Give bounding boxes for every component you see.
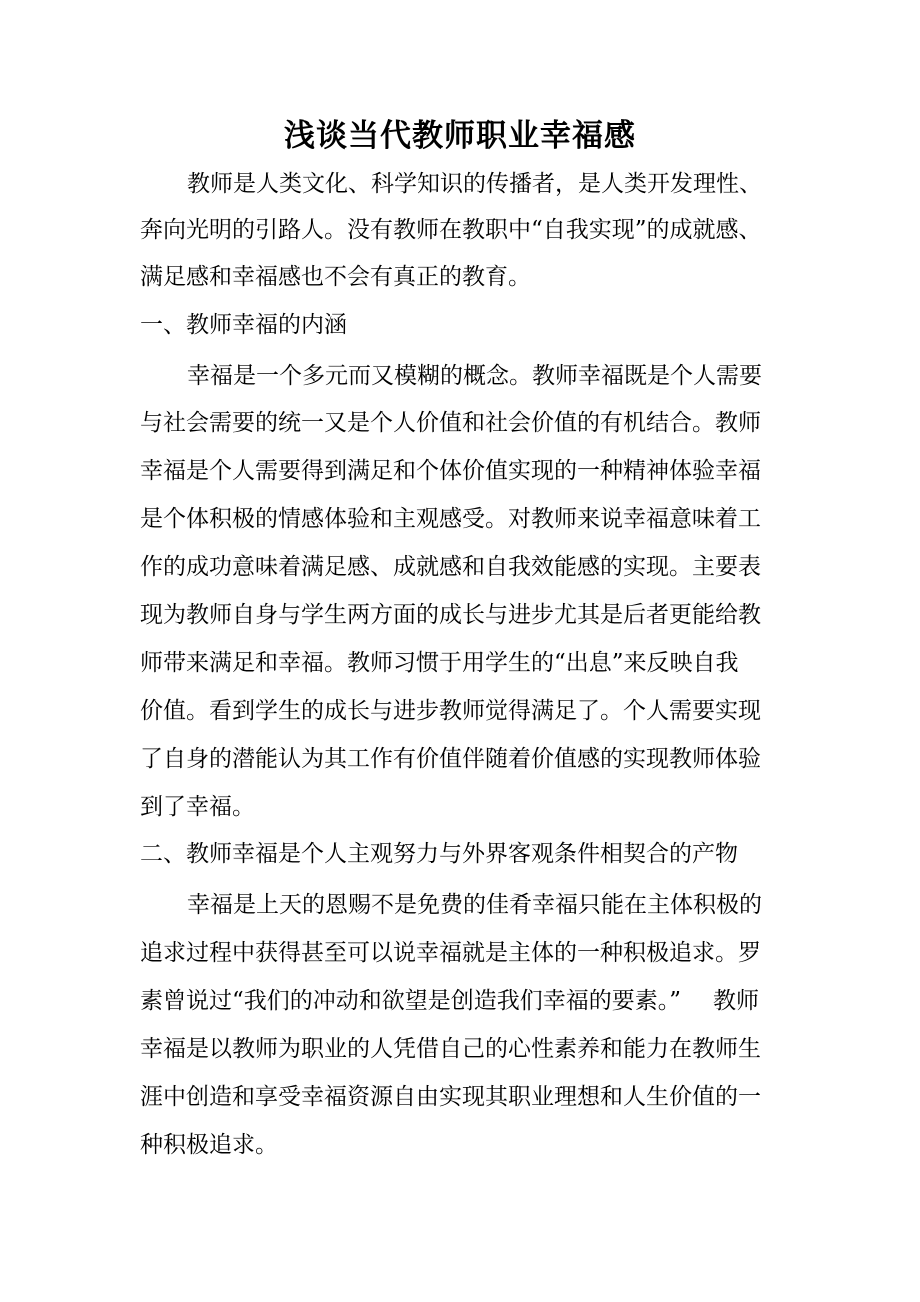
paragraph-line: 幸福是以教师为职业的人凭借自己的心性素养和能力在教师生 — [140, 1036, 761, 1062]
line-tail-text: 教师 — [713, 988, 760, 1014]
section-heading: 二、教师幸福是个人主观努力与外界客观条件相契合的产物 — [140, 841, 738, 867]
paragraph-line: 了自身的潜能认为其工作有价值伴随着价值感的实现教师体验 — [140, 746, 761, 772]
paragraph-line: 种积极追求。 — [140, 1132, 278, 1158]
intro-line: 教师是人类文化、科学知识的传播者，是人类开发理性、 — [187, 171, 762, 197]
paragraph-line: 与社会需要的统一又是个人价值和社会价值的有机结合。教师 — [140, 410, 761, 436]
paragraph-line: 现为教师自身与学生两方面的成长与进步尤其是后者更能给教 — [140, 602, 761, 628]
paragraph-line: 是个体积极的情感体验和主观感受。对教师来说幸福意味着工 — [140, 506, 761, 532]
paragraph-line: 到了幸福。 — [140, 794, 255, 820]
quote-text: 素曾说过“我们的冲动和欲望是创造我们幸福的要素。” — [140, 988, 682, 1014]
paragraph-line: 涯中创造和享受幸福资源自由实现其职业理想和人生价值的一 — [140, 1084, 761, 1110]
paragraph-line: 幸福是上天的恩赐不是免费的佳肴幸福只能在主体积极的 — [187, 892, 762, 918]
paragraph-line: 幸福是个人需要得到满足和个体价值实现的一种精神体验幸福 — [140, 458, 761, 484]
paragraph-line: 追求过程中获得甚至可以说幸福就是主体的一种积极追求。罗 — [140, 940, 761, 966]
paragraph-line: 作的成功意味着满足感、成就感和自我效能感的实现。主要表 — [140, 554, 761, 580]
document-title: 浅谈当代教师职业幸福感 — [284, 118, 636, 154]
paragraph-line — [140, 985, 759, 1017]
intro-line: 满足感和幸福感也不会有真正的教育。 — [140, 264, 531, 290]
section-heading: 一、教师幸福的内涵 — [140, 312, 347, 338]
paragraph-line: 价值。看到学生的成长与进步教师觉得满足了。个人需要实现 — [140, 698, 761, 724]
paragraph-line: 师带来满足和幸福。教师习惯于用学生的“出息”来反映自我 — [140, 650, 739, 676]
paragraph-line: 幸福是一个多元而又模糊的概念。教师幸福既是个人需要 — [187, 363, 762, 389]
intro-line: 奔向光明的引路人。没有教师在教职中“自我实现”的成就感、 — [140, 217, 762, 243]
